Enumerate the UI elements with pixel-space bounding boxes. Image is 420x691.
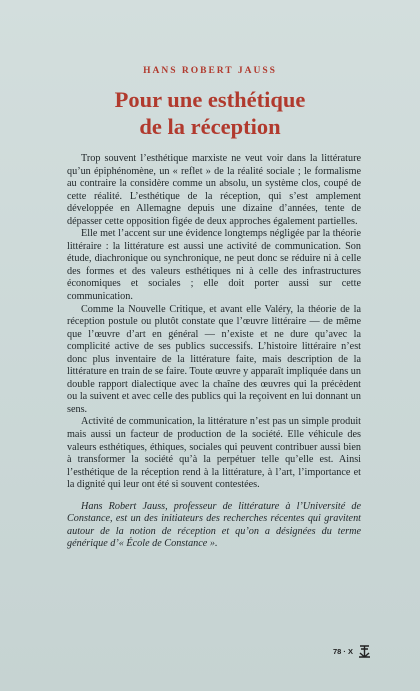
paragraph-3: Comme la Nouvelle Critique, et avant elle Valéry, la théorie de la réception postule ou plutôt constate que l’œuvre littéraire — de même que l’œuvre d’art en général — n’existe et ne dure qu’avec la complicité active de ses publics successifs. L’histoire littéraire n’est donc plus inventaire de la littérature faite, mais description de la littérature en train de se faire. Toute œuvre y apparaît impliquée dans un double rapport dialectique avec la chaîne des œuvres qui la précèdent ou la suivent et avec celle des publics qui la reçoivent en lui donnant un sens. [67,303,361,415]
page-footer [333,644,372,659]
title-line-2: de la réception [139,114,281,139]
paragraph-1: Trop souvent l’esthétique marxiste ne veut voir dans la littérature qu’un épiphénomène, un « reflet » de la réalité sociale ; le formalisme au contraire la considère comme un absolu, un système clos, coupé de cette réalité. L’esthétique de la réception, qui s’est amplement développée en Allemagne depuis une dizaine d’années, tente de dépasser cette opposition figée de deux approches également partielles. [67,153,361,227]
paragraph-2: Elle met l’accent sur une évidence longtemps négligée par la théorie littéraire : la littérature est aussi une activité de communication. Son étude, diachronique ou synchronique, ne peut donc se réduire ni à celle des formes et des valeurs esthétiques ni à celle des infrastructures économiques et sociales ; elle doit porter aussi sur cette communication. [67,228,361,303]
page-title [0,86,420,140]
page-number: 78 · X [332,647,353,656]
publisher-logo-icon [357,644,372,659]
body-text [67,153,361,551]
author-note: Hans Robert Jauss, professeur de littérature à l’Université de Constance, est un des initiateurs des recherches récentes qui gravitent autour de la notion de réception et qu’on a désignées du terme générique d’« École de Constance ». [67,500,361,550]
author-name: HANS ROBERT JAUSS [143,66,277,76]
title-line-1: Pour une esthétique [114,87,306,112]
paragraph-4: Activité de communication, la littérature n’est pas un simple produit mais aussi un facteur de production de la société. Elle véhicule des valeurs esthétiques, éthiques, sociales qui peuvent contribuer aussi bien à transformer la société qu’à la perpétuer telle qu’elle est. Ainsi l’esthétique de la réception rend à la littérature, à l’art, l’importance et la dignité qui leur ont été si souvent contestées. [67,416,361,491]
